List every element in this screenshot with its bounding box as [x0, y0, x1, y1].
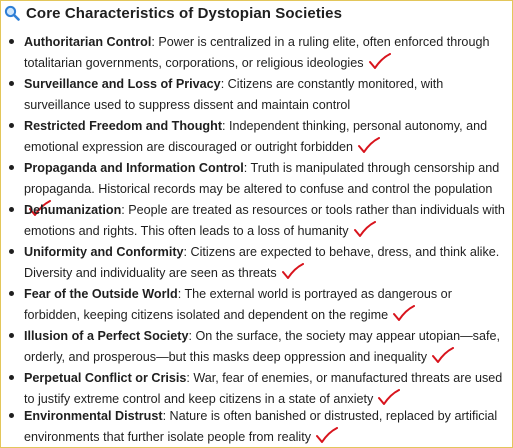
item-description: : Citizens are expected to behave, dress, and think alike. Diversity and individuality are seen as threats	[24, 245, 500, 280]
bullet-icon	[9, 207, 14, 212]
item-text	[24, 200, 506, 242]
checkmark-icon	[281, 263, 305, 281]
item-text	[24, 242, 506, 284]
item-description: : Power is centralized in a ruling elite, often enforced through totalitarian governments, corporations, or religious ideologies	[24, 35, 490, 70]
item-term: Uniformity and Conformity	[24, 245, 184, 259]
bullet-icon	[9, 413, 14, 418]
checkmark-icon	[315, 427, 339, 445]
item-description: : War, fear of enemies, or manufactured threats are used to justify extreme control and keep citizens in a state of anxiety	[24, 371, 503, 406]
bullet-icon	[9, 291, 14, 296]
bullet-icon	[9, 81, 14, 86]
item-text	[24, 368, 506, 410]
item-description: : People are treated as resources or tools rather than individuals with emotions and rights. This often leads to a loss of humanity	[24, 203, 505, 238]
item-term: Perpetual Conflict or Crisis	[24, 371, 187, 385]
item-text	[24, 116, 506, 158]
item-description: : Independent thinking, personal autonomy, and emotional expression are discouraged or outright forbidden	[24, 119, 488, 154]
checkmark-icon	[368, 53, 392, 71]
item-description: : The external world is portrayed as dangerous or forbidden, keeping citizens isolated and dependent on the regime	[24, 287, 452, 322]
page-title: Core Characteristics of Dystopian Societies	[26, 4, 343, 22]
checkmark-icon	[357, 137, 381, 155]
item-term: Propaganda and Information Control	[24, 161, 244, 175]
checkmark-icon	[392, 305, 416, 323]
item-description: : Citizens are constantly monitored, with surveillance used to suppress dissent and maintain control	[24, 77, 444, 112]
bullet-icon	[9, 333, 14, 338]
section-heading	[4, 4, 342, 22]
item-term: Restricted Freedom and Thought	[24, 119, 223, 133]
item-text	[24, 284, 506, 326]
bullet-icon	[9, 39, 14, 44]
item-term: Dehumanization	[24, 203, 122, 217]
item-text	[24, 74, 506, 116]
bullet-icon	[9, 123, 14, 128]
item-term: Environmental Distrust	[24, 409, 163, 423]
item-description: : On the surface, the society may appear utopian—safe, orderly, and prosperous—but this masks deep oppression and inequality	[24, 329, 500, 364]
item-term: Illusion of a Perfect Society	[24, 329, 189, 343]
item-term: Fear of the Outside World	[24, 287, 178, 301]
checkmark-icon	[377, 389, 401, 407]
checkmark-icon	[353, 221, 377, 239]
bullet-icon	[9, 375, 14, 380]
item-description: : Nature is often banished or distrusted, replaced by artificial environments that further isolate people from reality	[24, 409, 498, 444]
item-text	[24, 326, 506, 368]
item-term: Surveillance and Loss of Privacy	[24, 77, 221, 91]
item-text	[24, 32, 506, 74]
bullet-icon	[9, 165, 14, 170]
bullet-icon	[9, 249, 14, 254]
checkmark-icon	[431, 347, 455, 365]
item-description: : Truth is manipulated through censorship and propaganda. Historical records may be altered to confuse and control the population	[24, 161, 500, 196]
item-term: Authoritarian Control	[24, 35, 152, 49]
item-text	[24, 406, 506, 448]
magnifier-icon	[4, 5, 20, 21]
